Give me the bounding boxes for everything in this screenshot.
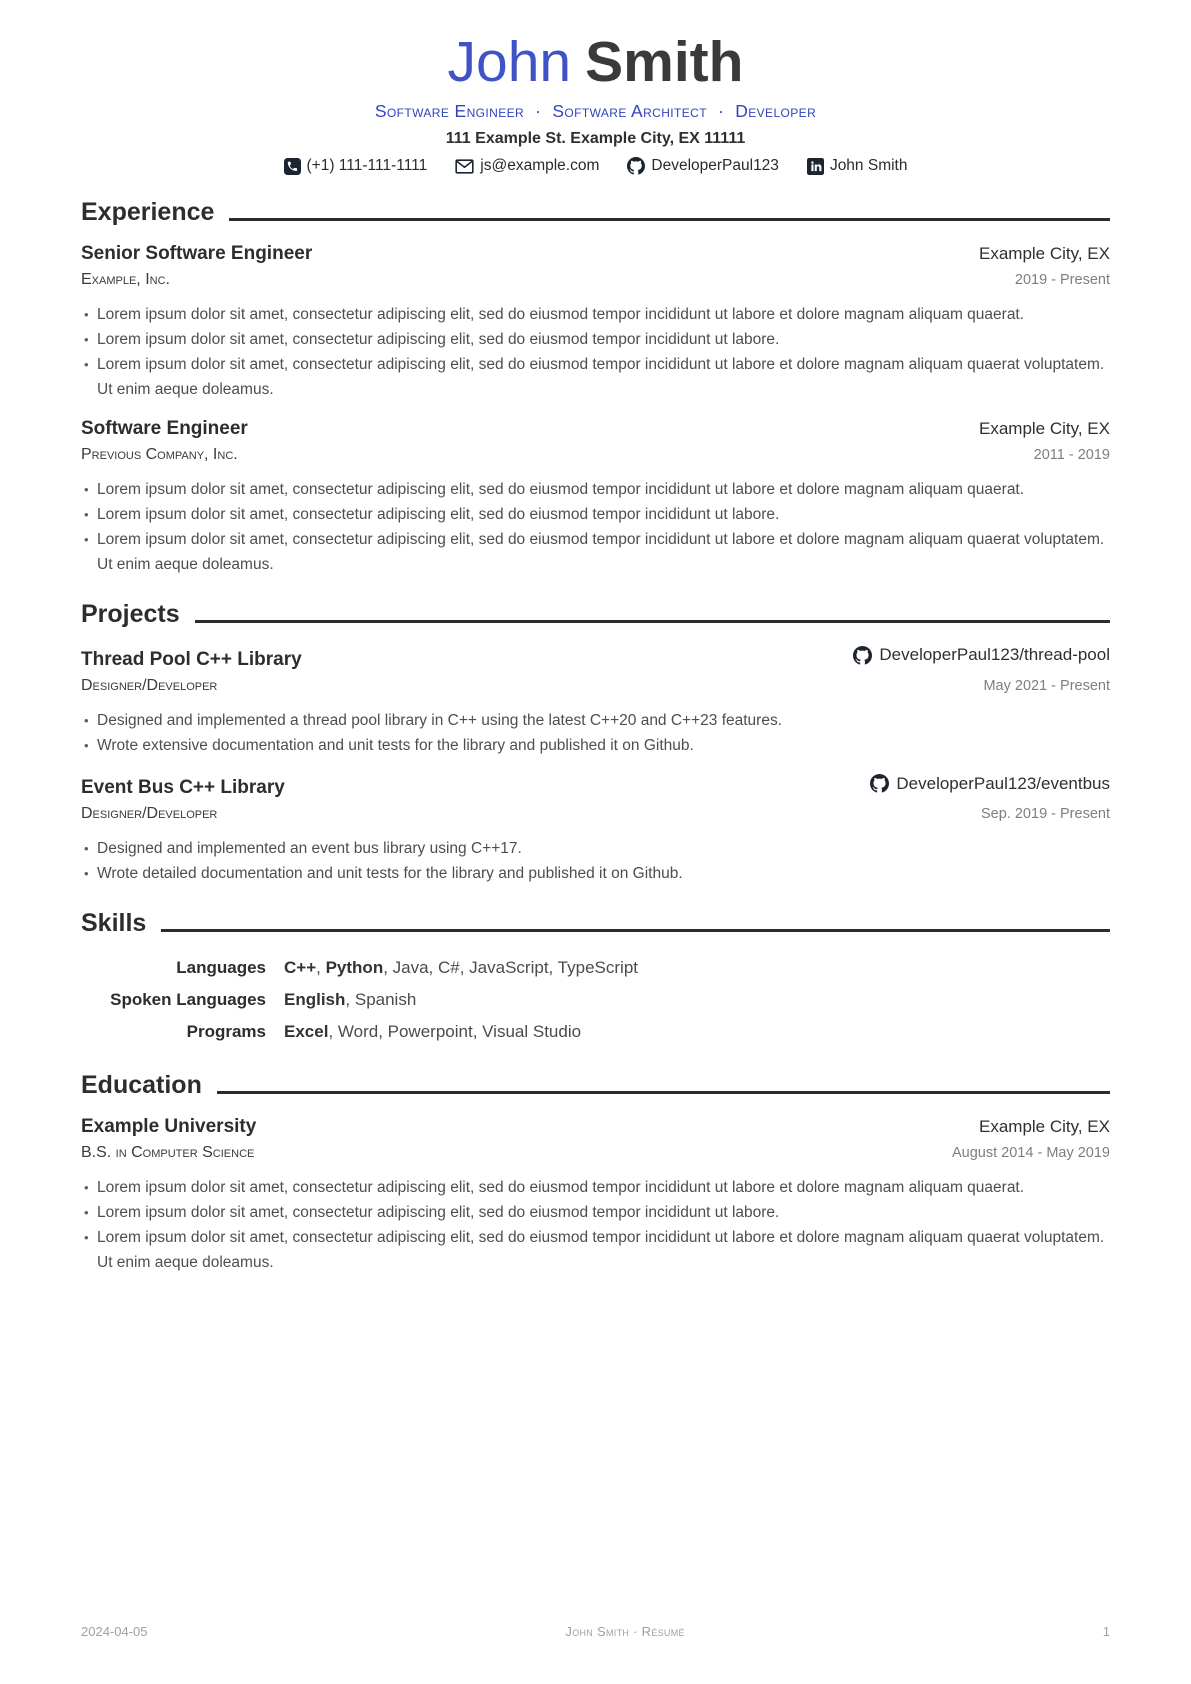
job-location: Example City, EX	[978, 419, 1110, 438]
page-title	[81, 30, 1110, 94]
bullet-item: • Lorem ipsum dolor sit amet, consectetur adipiscing elit, sed do eiusmod tempor incididunt ut labore et dolore magnam aliquam quaerat voluptatem. Ut enim aeque doleamus.	[97, 1225, 1110, 1275]
experience-entry	[81, 243, 1110, 402]
project-repo-link[interactable]	[853, 645, 1110, 665]
tagline-item: Developer	[735, 101, 817, 121]
project-entry	[81, 774, 1110, 887]
contact-row	[81, 157, 1110, 175]
footer-date: 2024-04-05	[81, 1624, 148, 1639]
skill-row-programs	[81, 1016, 1110, 1048]
skill-row-spoken-languages	[81, 984, 1110, 1016]
bullet-item: • Wrote detailed documentation and unit tests for the library and published it on Github.	[97, 861, 1110, 886]
bullet-list	[81, 477, 1110, 577]
last-name: Smith	[585, 30, 744, 94]
linkedin-profile-link[interactable]	[807, 157, 908, 175]
project-dates: Sep. 2019 - Present	[981, 806, 1110, 822]
project-entry	[81, 645, 1110, 758]
bullet-item: • Lorem ipsum dolor sit amet, consectetur adipiscing elit, sed do eiusmod tempor incididunt ut labore et dolore magnam aliquam quaerat.	[97, 302, 1110, 327]
project-title: Event Bus C++ Library	[81, 777, 285, 798]
education-dates: August 2014 - May 2019	[952, 1145, 1110, 1161]
bullet-list	[81, 836, 1110, 886]
github-profile-link[interactable]	[627, 157, 779, 175]
tagline-separator: ·	[717, 101, 725, 121]
project-repo-link[interactable]	[870, 774, 1110, 794]
company-name: Example, Inc.	[81, 271, 170, 288]
project-title: Thread Pool C++ Library	[81, 648, 302, 670]
bullet-item: • Designed and implemented a thread pool library in C++ using the latest C++20 and C++23 features.	[97, 708, 1110, 733]
school-name: Example University	[81, 1116, 257, 1137]
section-heading-experience	[81, 197, 1110, 227]
section-heading-projects	[81, 599, 1110, 629]
skill-row-languages	[81, 952, 1110, 984]
linkedin-icon	[807, 158, 824, 175]
section-title-projects: Projects	[81, 600, 180, 628]
skill-values: English, Spanish	[284, 990, 417, 1009]
job-dates: 2019 - Present	[1014, 272, 1110, 288]
bullet-list	[81, 1175, 1110, 1275]
skill-label: Spoken Languages	[110, 990, 266, 1009]
bullet-item: • Lorem ipsum dolor sit amet, consectetur adipiscing elit, sed do eiusmod tempor incididunt ut labore et dolore magnam aliquam quaerat.	[97, 477, 1110, 502]
phone-link[interactable]	[284, 157, 428, 175]
degree-name: B.S. in Computer Science	[81, 1144, 255, 1161]
bullet-item: • Wrote extensive documentation and unit tests for the library and published it on Github.	[97, 733, 1110, 758]
bullet-item: • Lorem ipsum dolor sit amet, consectetur adipiscing elit, sed do eiusmod tempor incididunt ut labore et dolore magnam aliquam quaerat voluptatem. Ut enim aeque doleamus.	[97, 527, 1110, 577]
email-link[interactable]	[455, 157, 599, 175]
tagline-separator: ·	[535, 101, 542, 121]
bullet-item: • Lorem ipsum dolor sit amet, consectetur adipiscing elit, sed do eiusmod tempor incididunt ut labore.	[97, 327, 1110, 352]
bullet-item: • Designed and implemented an event bus library using C++17.	[97, 836, 1110, 861]
first-name: John	[447, 30, 572, 94]
section-rule	[229, 218, 1110, 221]
footer-page-number: 1	[1102, 1624, 1110, 1639]
github-username: DeveloperPaul123	[651, 157, 779, 174]
school-location: Example City, EX	[978, 1117, 1110, 1136]
linkedin-name: John Smith	[829, 157, 908, 174]
github-icon	[853, 646, 872, 665]
repo-name: DeveloperPaul123/eventbus	[896, 773, 1110, 793]
repo-name: DeveloperPaul123/thread-pool	[879, 645, 1110, 664]
job-dates: 2011 - 2019	[1033, 447, 1110, 463]
github-icon	[870, 774, 889, 793]
tagline-item: Software Engineer	[374, 101, 525, 121]
section-title-education: Education	[81, 1071, 202, 1099]
bullet-list	[81, 708, 1110, 758]
page-footer	[81, 1624, 1110, 1639]
skill-label: Programs	[186, 1022, 266, 1041]
company-name: Previous Company, Inc.	[81, 446, 238, 463]
bullet-list	[81, 302, 1110, 402]
skill-values: C++, Python, Java, C#, JavaScript, TypeScript	[284, 958, 638, 977]
footer-title: John Smith · Résumé	[565, 1624, 685, 1639]
section-rule	[217, 1091, 1110, 1094]
section-heading-skills	[81, 908, 1110, 938]
skill-values: Excel, Word, Powerpoint, Visual Studio	[284, 1022, 582, 1041]
phone-icon	[284, 158, 301, 175]
section-title-skills: Skills	[81, 909, 147, 937]
section-rule	[195, 620, 1110, 623]
phone-number: (+1) 111-111-1111	[306, 157, 428, 174]
address-line: 111 Example St. Example City, EX 11111	[445, 130, 746, 147]
job-title: Senior Software Engineer	[81, 243, 313, 264]
job-title: Software Engineer	[81, 418, 248, 439]
education-entry	[81, 1116, 1110, 1275]
tagline	[81, 101, 1110, 122]
email-icon	[455, 158, 474, 175]
email-address: js@example.com	[480, 157, 600, 174]
github-icon	[627, 157, 645, 175]
project-role: Designer/Developer	[81, 805, 218, 822]
tagline-item: Software Architect	[552, 101, 707, 121]
project-dates: May 2021 - Present	[983, 677, 1110, 694]
bullet-item: • Lorem ipsum dolor sit amet, consectetur adipiscing elit, sed do eiusmod tempor incididunt ut labore et dolore magnam aliquam quaerat.	[97, 1175, 1110, 1200]
bullet-item: • Lorem ipsum dolor sit amet, consectetur adipiscing elit, sed do eiusmod tempor incididunt ut labore.	[97, 502, 1110, 527]
bullet-item: • Lorem ipsum dolor sit amet, consectetur adipiscing elit, sed do eiusmod tempor incididunt ut labore.	[97, 1200, 1110, 1225]
section-title-experience: Experience	[81, 198, 215, 226]
skills-table	[81, 952, 1110, 1048]
section-rule	[161, 929, 1110, 932]
project-role: Designer/Developer	[81, 676, 218, 694]
experience-entry	[81, 418, 1110, 577]
section-heading-education	[81, 1070, 1110, 1100]
job-location: Example City, EX	[978, 244, 1110, 263]
bullet-item: • Lorem ipsum dolor sit amet, consectetur adipiscing elit, sed do eiusmod tempor incididunt ut labore et dolore magnam aliquam quaerat voluptatem. Ut enim aeque doleamus.	[97, 352, 1110, 402]
skill-label: Languages	[176, 958, 266, 977]
